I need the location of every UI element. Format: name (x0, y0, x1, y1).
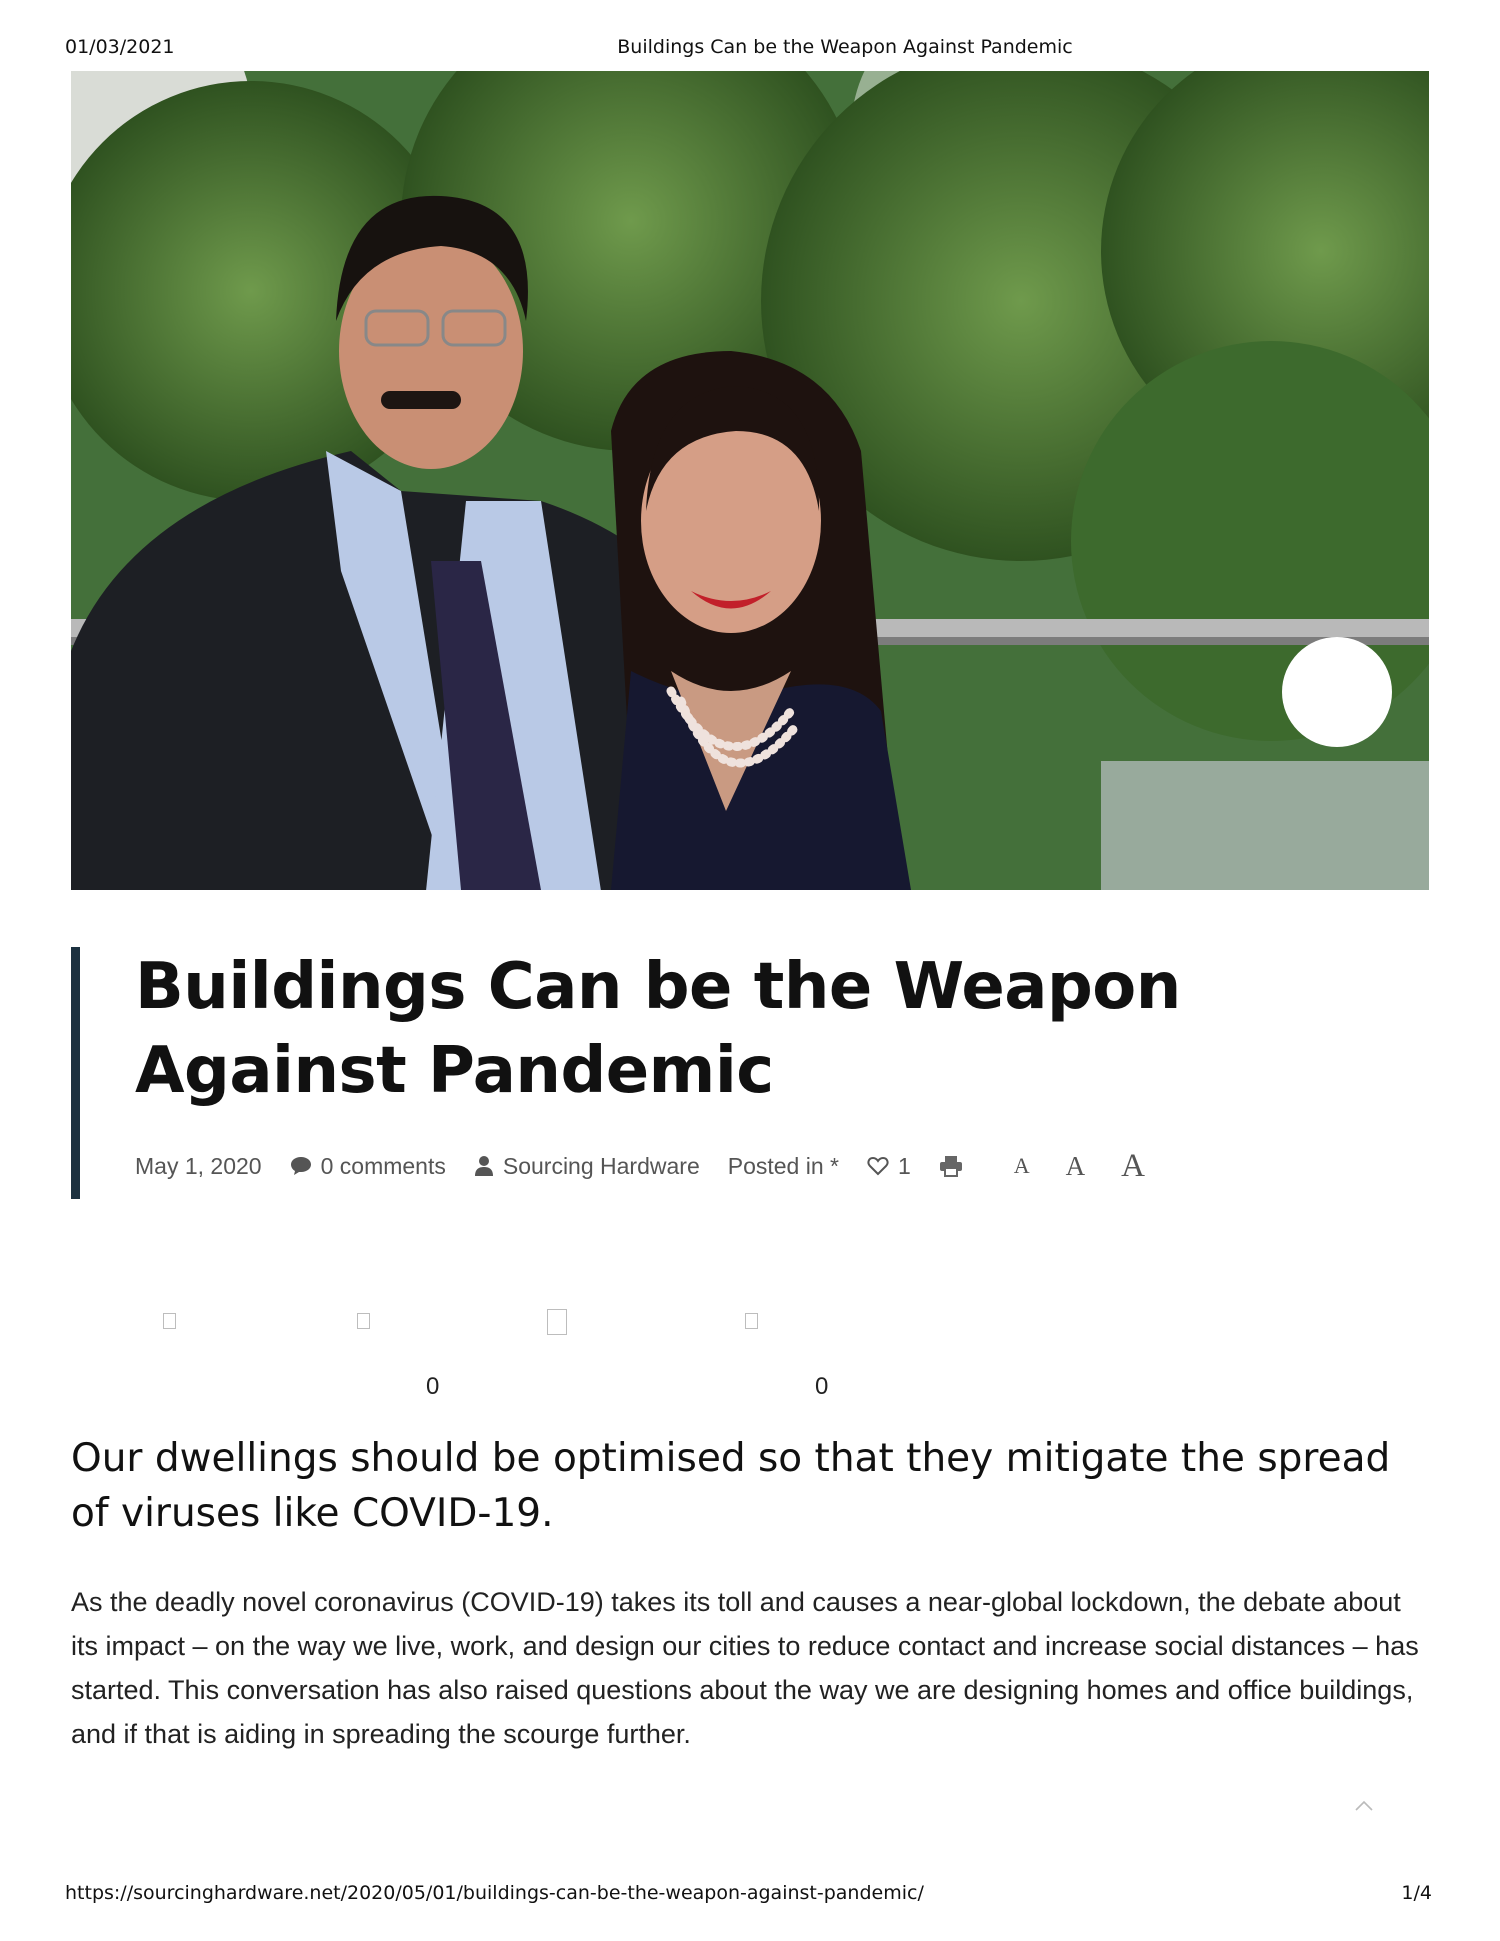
share-count: 0 (815, 1373, 829, 1400)
like-count: 1 (897, 1152, 911, 1179)
author-name: Sourcing Hardware (502, 1152, 700, 1179)
print-header-title: Buildings Can be the Weapon Against Pandemic (617, 36, 1073, 58)
comments-link[interactable] (290, 1153, 446, 1180)
post-date: May 1, 2020 (135, 1152, 262, 1179)
print-button[interactable] (939, 1155, 972, 1177)
comment-icon (290, 1156, 312, 1176)
print-url: https://sourcinghardware.net/2020/05/01/buildings-can-be-the-weapon-against-pandemic/ (65, 1882, 924, 1904)
play-button[interactable] (1282, 637, 1392, 747)
share-icon-placeholder[interactable] (745, 1313, 758, 1329)
user-icon (474, 1155, 494, 1177)
article-body: As the deadly novel coronavirus (COVID-19) takes its toll and causes a near-global lockdown, the debate about its impact – on the way we live, work, and design our cities to reduce contact and increase social distances – has started. This conversation has also raised questions about the way we are designing homes and office buildings, and if that is aiding in spreading the scourge further. (71, 1587, 1419, 1749)
print-date: 01/03/2021 (65, 36, 175, 58)
chevron-up-icon (1354, 1796, 1374, 1816)
article-meta (135, 1148, 1181, 1184)
font-size-small[interactable]: A (1013, 1153, 1030, 1178)
hero-photo-illustration (71, 71, 1429, 890)
share-icon-placeholder[interactable] (547, 1309, 567, 1335)
posted-in: Posted in * (727, 1152, 839, 1179)
article-title: Buildings Can be the Weapon Against Pandemic (135, 950, 1181, 1108)
heart-icon (867, 1156, 889, 1176)
share-icon-placeholder[interactable] (163, 1313, 176, 1329)
font-size-large[interactable]: A (1121, 1147, 1146, 1184)
author-link[interactable] (474, 1153, 700, 1180)
scroll-to-top-button[interactable] (1354, 1796, 1374, 1816)
article-subheading: Our dwellings should be optimised so that they mitigate the spread of viruses like COVID-19. (71, 1436, 1391, 1536)
font-size-medium[interactable]: A (1065, 1150, 1086, 1181)
like-button[interactable] (867, 1153, 911, 1180)
title-accent-bar (71, 947, 80, 1199)
share-count: 0 (426, 1373, 440, 1400)
share-icon-placeholder[interactable] (357, 1313, 370, 1329)
print-page-number: 1/4 (1401, 1882, 1432, 1904)
comments-count: 0 comments (320, 1152, 446, 1179)
hero-photo (71, 71, 1429, 890)
printer-icon (939, 1155, 963, 1177)
